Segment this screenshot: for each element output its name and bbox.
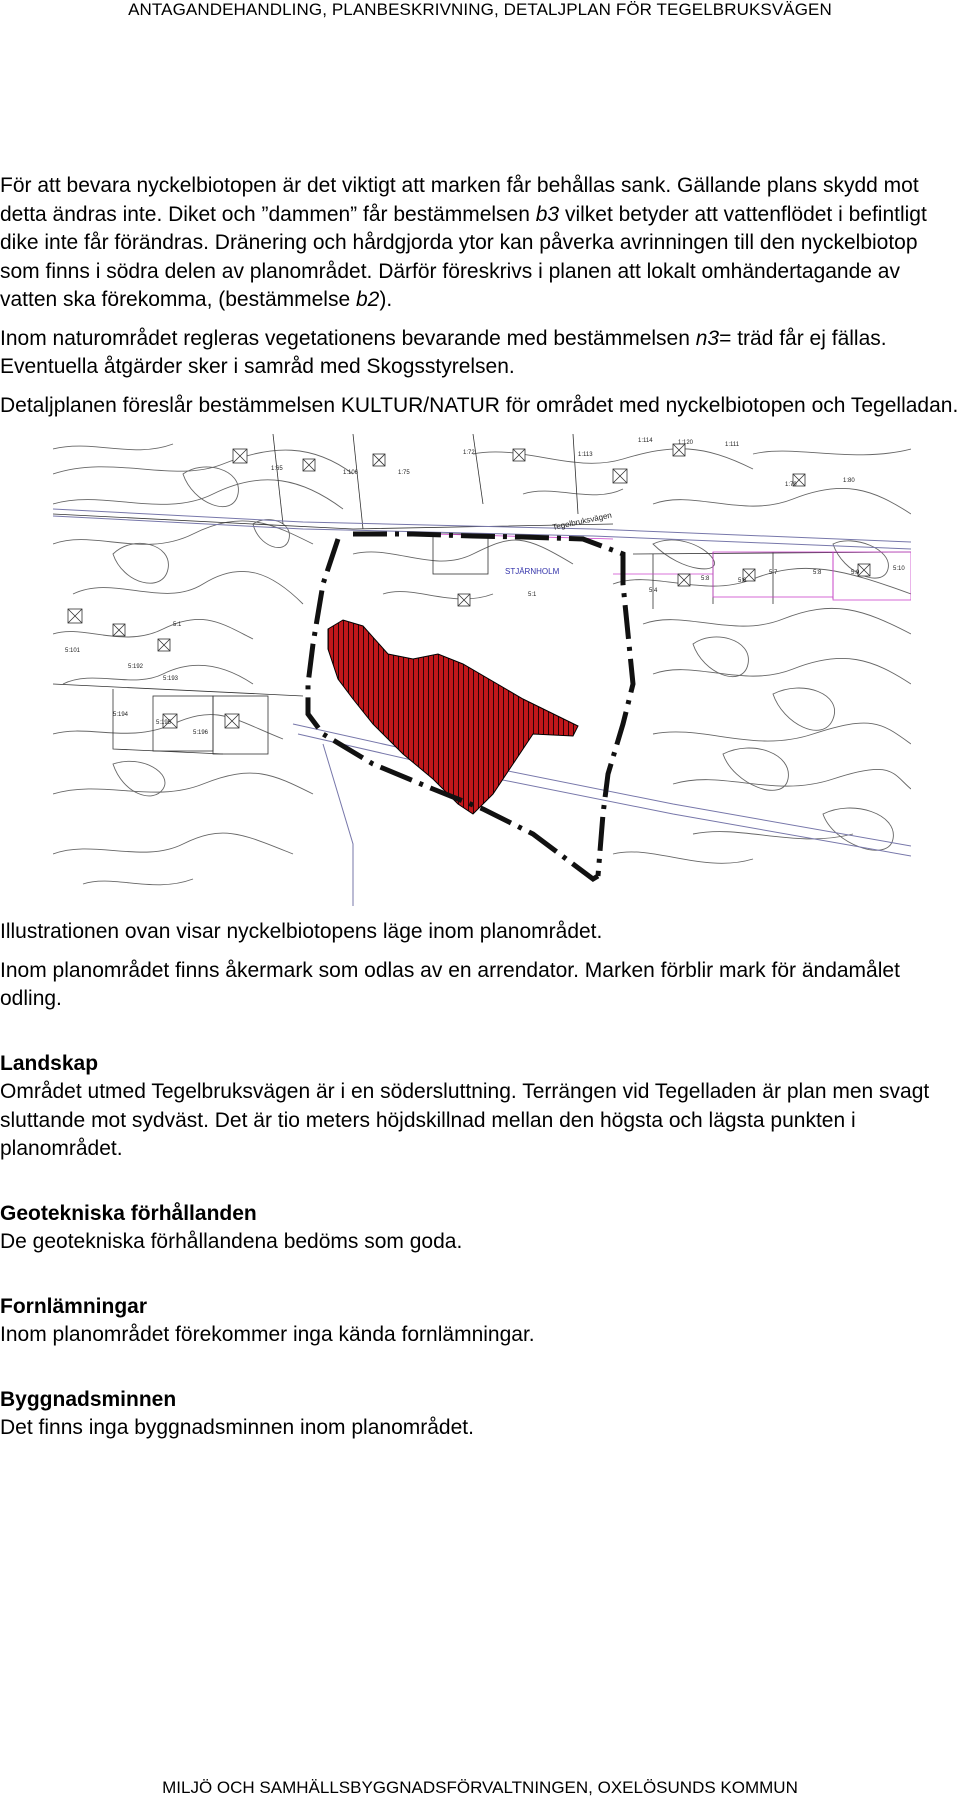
paragraph-kultur-natur: Detaljplanen föreslår bestämmelsen KULTUR/NATUR för området med nyckelbiotopen och Tegelladan. (0, 393, 959, 417)
parcel-label: 5:194 (113, 712, 129, 718)
plan-map-illustration (53, 434, 911, 906)
section-heading-byggnadsminnen: Byggnadsminnen (0, 1387, 177, 1411)
parcel-label: 5:192 (128, 664, 144, 670)
parcel-label: 1:114 (638, 438, 653, 444)
section-heading-landskap: Landskap (0, 1051, 99, 1075)
section-text-geoteknik: De geotekniska förhållandena bedöms som goda. (0, 1230, 463, 1253)
paragraph-drainage: För att bevara nyckelbiotopen är det viktigt att marken får behållas sank. Gällande plans skydd mot detta ändras inte. Diket och ”dammen” får bestämmelsen b3 vilket betyder att vattenflödet i befintligt dike inte får förändras. Dränering och hårdgjorda ytor kan påverka avrinningen till den nyckelbiotop som finns i södra delen av planområdet. Därför föreskrivs i planen att lokalt omhändertagande av vatten ska förekomma, (bestämmelse b2). (0, 174, 927, 311)
key-biotope-area (328, 620, 578, 814)
map-road-label: Tegelbruksvägen (551, 510, 613, 532)
map-place-label: STJÄRNHOLM (505, 567, 560, 576)
section-text-byggnadsminnen: Det finns inga byggnadsminnen inom planområdet. (0, 1416, 474, 1439)
parcel-label: 5:8 (813, 570, 822, 576)
paragraph-vegetation: Inom naturområdet regleras vegetationens bevarande med bestämmelsen n3= träd får ej fällas. Eventuella åtgärder sker i samråd med Skogsstyrelsen. (0, 326, 887, 378)
parcel-label: 5:1 (173, 622, 182, 628)
parcel-label: 5:195 (156, 720, 172, 726)
parcel-label: 5:7 (769, 570, 778, 576)
section-text-fornlamningar: Inom planområdet förekommer inga kända fornlämningar. (0, 1323, 535, 1346)
paragraph-farmland: Inom planområdet finns åkermark som odlas av en arrendator. Marken förblir mark för ändamålet odling. (0, 958, 900, 1010)
regulation-b3: b3 (535, 202, 560, 226)
map-caption: Illustrationen ovan visar nyckelbiotopens läge inom planområdet. (0, 920, 603, 943)
parcel-label: 1:75 (398, 470, 410, 476)
page-content (0, 172, 960, 1443)
parcel-label: 1:113 (578, 452, 593, 458)
map-svg (53, 434, 911, 906)
regulation-n3: n3 (695, 326, 720, 350)
parcel-label: 5:6 (738, 578, 747, 584)
regulation-b2: b2 (355, 288, 380, 311)
page-header: ANTAGANDEHANDLING, PLANBESKRIVNING, DETALJPLAN FÖR TEGELBRUKSVÄGEN (128, 0, 832, 19)
parcel-label: 5:9 (851, 570, 860, 576)
section-heading-fornlamningar: Fornlämningar (0, 1294, 148, 1318)
parcel-label: 1:80 (843, 478, 855, 484)
parcel-label: 1:79 (785, 482, 797, 488)
section-text-landskap: Området utmed Tegelbruksvägen är i en södersluttning. Terrängen vid Tegelladen är plan men svagt sluttande mot sydväst. Det är tio meters höjdskillnad mellan den högsta och lägsta punkten i planområdet. (0, 1080, 930, 1160)
parcel-label: 1:65 (271, 466, 283, 472)
parcel-label: 1:111 (725, 442, 740, 448)
page-footer: MILJÖ OCH SAMHÄLLSBYGGNADSFÖRVALTNINGEN, OXELÖSUNDS KOMMUN (162, 1778, 798, 1797)
parcel-label: 1:72 (463, 450, 475, 456)
parcel-label: 5:8 (701, 576, 710, 582)
parcel-label: 5:1 (528, 592, 537, 598)
parcel-label: 5:101 (65, 648, 81, 654)
section-heading-geoteknik: Geotekniska förhållanden (0, 1201, 257, 1225)
parcel-label: 5:10 (893, 566, 905, 572)
parcel-label: 1:120 (678, 440, 694, 446)
parcel-label: 5:196 (193, 730, 209, 736)
contour-lines (53, 444, 911, 885)
parcel-label: 1:106 (343, 470, 359, 476)
parcel-label: 5:193 (163, 676, 179, 682)
parcel-label: 5:4 (649, 588, 658, 594)
